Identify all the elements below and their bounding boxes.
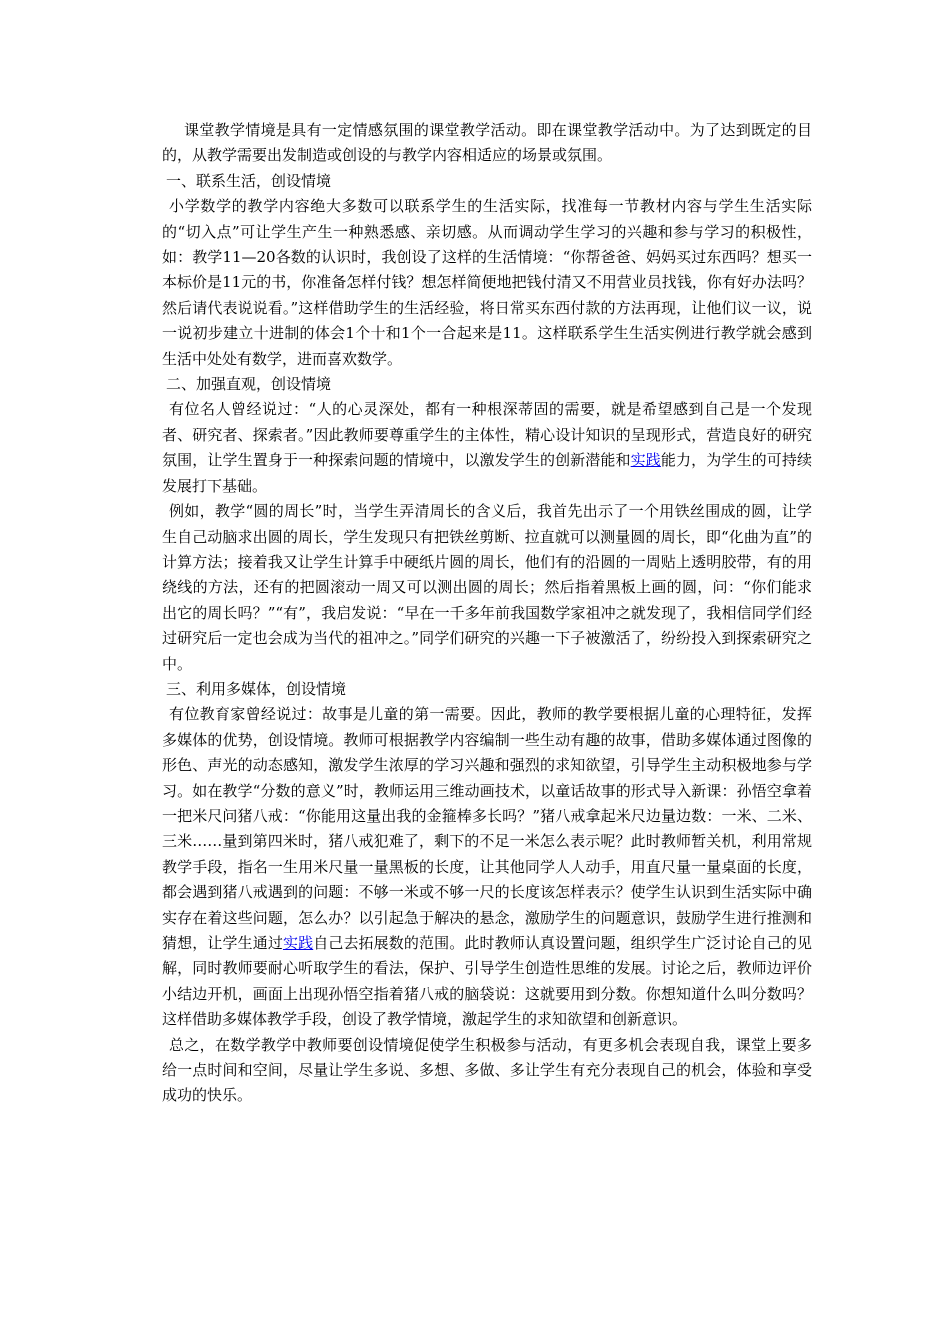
- section-1-heading: 一、联系生活，创设情境: [166, 171, 332, 190]
- section-2-text-before-link: 有位名人曾经说过：“人的心灵深处，都有一种根深蒂固的需要，就是希望感到自己是一个发现者、研究者、探索者。”因此教师要尊重学生的主体性，精心设计知识的呈现形式，营造良好的研究氛围，让学生置身于一种探索问题的情境中，以激发学生的创新潜能和: [162, 400, 812, 470]
- section-2-text-after-link: 能力，为学生的可持续发展打下基础。: [162, 451, 812, 495]
- document-page: [162, 118, 812, 1109]
- section-2-example-paragraph: 例如，教学“圆的周长”时，当学生弄清周长的含义后，我首先出示了一个用铁丝围成的圆，让学生自己动脑求出圆的周长，学生发现只有把铁丝剪断、拉直就可以测量圆的周长，即“化曲为直”的计算方法；接着我又让学生计算手中硬纸片圆的周长，他们有的沿圆的一周贴上透明胶带，有的用绕线的方法，还有的把圆滚动一周又可以测出圆的周长；然后指着黑板上画的圆，问：“你们能求出它的周长吗？”“有”，我启发说：“早在一千多年前我国数学家祖冲之就发现了，我相信同学们经过研究后一定也会成为当代的祖冲之。”同学们研究的兴趣一下子被激活了，纷纷投入到探索研究之中。: [162, 502, 812, 673]
- section-3-text-before-link: 有位教育家曾经说过：故事是儿童的第一需要。因此，教师的教学要根据儿童的心理特征，发挥多媒体的优势，创设情境。教师可根据教学内容编制一些生动有趣的故事，借助多媒体通过图像的形色、声光的动态感知，激发学生浓厚的学习兴趣和强烈的求知欲望，引导学生主动积极地参与学习。如在教学“分数的意义”时，教师运用三维动画技术，以童话故事的形式导入新课：孙悟空拿着一把米尺问猪八戒：“你能用这量出我的金箍棒多长吗？”猪八戒拿起米尺边量边数：一米、二米、三米……量到第四米时，猪八戒犯难了，剩下的不足一米怎么表示呢？此时教师暂关机，利用常规教学手段，指名一生用米尺量一量黑板的长度，让其他同学人人动手，用直尺量一量桌面的长度，都会遇到猪八戒遇到的问题：不够一米或不够一尺的长度该怎样表示？使学生认识到生活实际中确实存在着这些问题，怎么办？以引起急于解决的悬念，激励学生的问题意识，鼓励学生进行推测和猜想，让学生通过: [162, 705, 812, 952]
- section-1-paragraph: 小学数学的教学内容绝大多数可以联系学生的生活实际，找准每一节教材内容与学生生活实际的“切入点”可让学生产生一种熟悉感、亲切感。从而调动学生学习的兴趣和参与学习的积极性，如：教学11—20各数的认识时，我创设了这样的生活情境：“你帮爸爸、妈妈买过东西吗？想买一本标价是11元的书，你准备怎样付钱？想怎样简便地把钱付清又不用营业员找钱，你有好办法吗？然后请代表说说看。”这样借助学生的生活经验，将日常买东西付款的方法再现，让他们议一议，说一说初步建立十进制的体会1个十和1个一合起来是11。这样联系学生生活实例进行教学就会感到生活中处处有数学，进而喜欢数学。: [162, 197, 812, 368]
- practice-link[interactable]: 实践: [630, 451, 661, 470]
- section-3-text-after-link: 自己去拓展数的范围。此时教师认真设置问题，组织学生广泛讨论自己的见解，同时教师要耐心听取学生的看法，保护、引导学生创造性思维的发展。讨论之后，教师边评价小结边开机，画面上出现孙悟空指着猪八戒的脑袋说：这就要用到分数。你想知道什么叫分数吗？这样借助多媒体教学手段，创设了教学情境，激起学生的求知欲望和创新意识。: [162, 934, 812, 1029]
- practice-link-2[interactable]: 实践: [282, 934, 314, 952]
- intro-paragraph: 课堂教学情境是具有一定情感氛围的课堂教学活动。即在课堂教学活动中。为了达到既定的目的，从教学需要出发制造或创设的与教学内容相适应的场景或氛围。: [162, 121, 812, 165]
- section-2-heading: 二、加强直观，创设情境: [166, 375, 332, 394]
- section-3-paragraph: [162, 702, 812, 1032]
- section-2-paragraph: [162, 397, 812, 499]
- section-3-heading: 三、利用多媒体，创设情境: [166, 679, 347, 698]
- conclusion-paragraph: 总之，在数学教学中教师要创设情境促使学生积极参与活动，有更多机会表现自我，课堂上要多给一点时间和空间，尽量让学生多说、多想、多做、多让学生有充分表现自己的机会，体验和享受成功的快乐。: [162, 1035, 812, 1105]
